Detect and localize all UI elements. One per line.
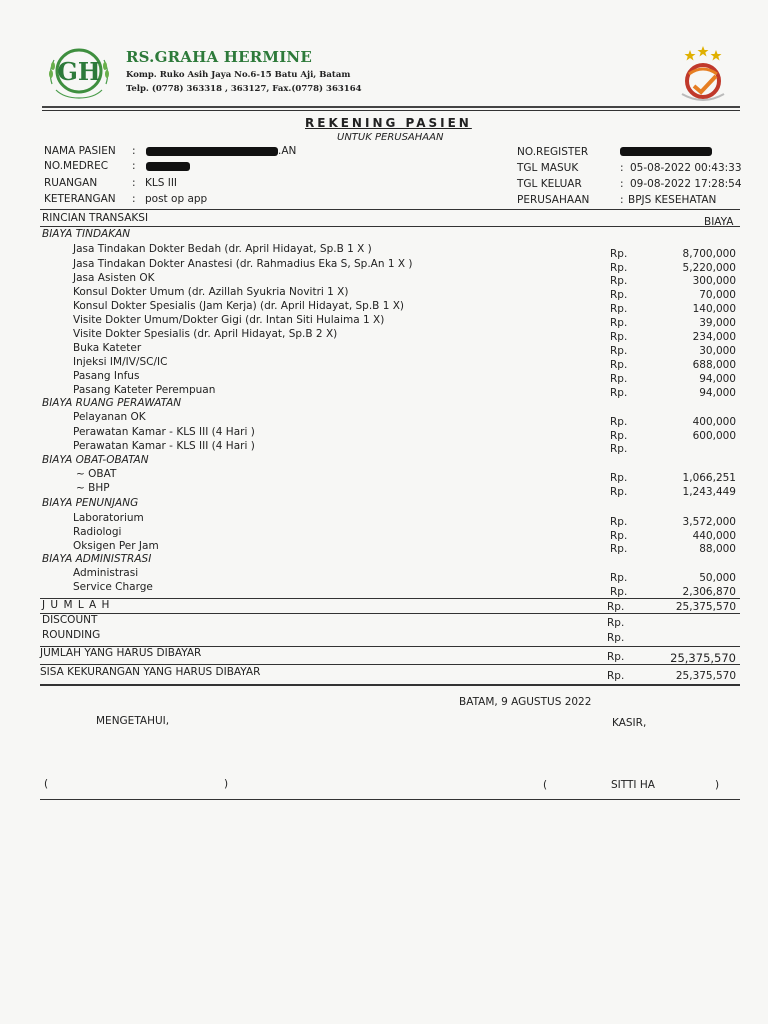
sum-bottom-rule (40, 613, 740, 614)
cashier-label: KASIR, (612, 717, 647, 729)
item-currency: Rp. (610, 430, 628, 442)
item-currency: Rp. (610, 359, 628, 371)
discount-label: DISCOUNT (42, 614, 98, 626)
remaining-label: SISA KEKURANGAN YANG HARUS DIBAYAR (40, 666, 261, 678)
table-header-rule (40, 226, 740, 227)
patient-name-label: NAMA PASIEN (44, 145, 116, 157)
item-currency: Rp. (610, 248, 628, 260)
item-currency: Rp. (610, 586, 628, 598)
room-value: KLS III (145, 177, 178, 189)
item-amount: 1,066,251 (682, 472, 736, 484)
item-label: Perawatan Kamar - KLS III (4 Hari ) (73, 440, 255, 452)
payable-value: 25,375,570 (670, 651, 736, 665)
room-label: RUANGAN (44, 177, 98, 189)
item-currency: Rp. (610, 543, 628, 555)
item-label: Service Charge (73, 581, 153, 593)
item-currency: Rp. (610, 472, 628, 484)
item-currency: Rp. (610, 303, 628, 315)
right-close-paren: ) (715, 779, 720, 791)
item-label: Jasa Tindakan Dokter Anastesi (dr. Rahmadius Eka S, Sp.An 1 X ) (73, 258, 413, 270)
patient-name-colon: : (132, 145, 136, 157)
item-label: Perawatan Kamar - KLS III (4 Hari ) (73, 426, 255, 438)
rounding-currency: Rp. (607, 632, 625, 644)
hospital-name: RS.GRAHA HERMINE (126, 48, 312, 66)
item-currency: Rp. (610, 416, 628, 428)
register-redaction (620, 147, 712, 156)
hospital-address: Komp. Ruko Asih Jaya No.6-15 Batu Aji, Batam (126, 70, 351, 80)
logo-text: GH (57, 57, 101, 86)
item-label: Visite Dokter Spesialis (dr. April Hidayat, Sp.B 2 X) (73, 328, 338, 340)
signature-rule (40, 799, 740, 800)
remaining-currency: Rp. (607, 670, 625, 682)
remaining-bottom-rule (40, 684, 740, 686)
document-title: REKENING PASIEN (305, 116, 472, 130)
item-amount: 2,306,870 (682, 586, 736, 598)
item-label: Administrasi (73, 567, 139, 579)
in-date-value: 05-08-2022 00:43:33 (630, 162, 742, 174)
item-label: Konsul Dokter Umum (dr. Azillah Syukria Novitri 1 X) (73, 286, 349, 298)
item-amount: 1,243,449 (682, 486, 736, 498)
table-top-rule (40, 209, 740, 210)
item-currency: Rp. (610, 516, 628, 528)
medrec-redaction (146, 162, 190, 171)
item-label: Injeksi IM/IV/SC/IC (73, 356, 168, 368)
item-label: Jasa Asisten OK (73, 272, 155, 284)
document-subtitle: UNTUK PERUSAHAAN (337, 132, 444, 143)
note-colon: : (132, 193, 136, 205)
item-amount: 5,220,000 (682, 262, 736, 274)
company-colon: : (620, 194, 624, 206)
item-amount: 30,000 (699, 345, 736, 357)
left-close-paren: ) (224, 778, 229, 790)
item-amount: 440,000 (692, 530, 736, 542)
item-label: ~ BHP (76, 482, 110, 494)
header-rule-thin (42, 110, 740, 111)
item-amount: 8,700,000 (682, 248, 736, 260)
item-label: Pelayanan OK (73, 411, 146, 423)
item-currency: Rp. (610, 387, 628, 399)
section-title: BIAYA RUANG PERAWATAN (42, 397, 182, 409)
section-title: BIAYA PENUNJANG (42, 497, 139, 509)
item-currency: Rp. (610, 373, 628, 385)
item-amount: 3,572,000 (682, 516, 736, 528)
register-label: NO.REGISTER (517, 146, 589, 158)
section-title: BIAYA TINDAKAN (42, 228, 131, 240)
item-amount: 88,000 (699, 543, 736, 555)
item-currency: Rp. (610, 530, 628, 542)
section-title: BIAYA OBAT-OBATAN (42, 454, 149, 466)
company-label: PERUSAHAAN (517, 194, 590, 206)
acknowledged-label: MENGETAHUI, (96, 715, 170, 727)
in-date-colon: : (620, 162, 624, 174)
payable-currency: Rp. (607, 651, 625, 663)
item-currency: Rp. (610, 289, 628, 301)
out-date-value: 09-08-2022 17:28:54 (630, 178, 742, 190)
item-currency: Rp. (610, 486, 628, 498)
item-label: Pasang Kateter Perempuan (73, 384, 216, 396)
item-amount: 140,000 (692, 303, 736, 315)
in-date-label: TGL MASUK (517, 162, 579, 174)
out-date-label: TGL KELUAR (517, 178, 582, 190)
sum-label: J U M L A H (42, 599, 111, 611)
payable-label: JUMLAH YANG HARUS DIBAYAR (40, 647, 202, 659)
item-currency: Rp. (610, 275, 628, 287)
right-open-paren: ( (543, 779, 548, 791)
item-amount: 688,000 (692, 359, 736, 371)
hospital-phone: Telp. (0778) 363318 , 363127, Fax.(0778) 363164 (126, 84, 362, 94)
item-amount: 300,000 (692, 275, 736, 287)
room-colon: : (132, 177, 136, 189)
item-label: Radiologi (73, 526, 122, 538)
sum-currency: Rp. (607, 601, 625, 613)
company-value: BPJS KESEHATAN (628, 194, 717, 206)
cost-header: BIAYA (704, 216, 734, 228)
item-amount: 400,000 (692, 416, 736, 428)
remaining-value: 25,375,570 (675, 670, 736, 682)
patient-name-redaction (146, 147, 278, 156)
accreditation-badge-icon (672, 44, 734, 106)
item-amount: 234,000 (692, 331, 736, 343)
payable-bottom-rule (40, 664, 740, 665)
item-currency: Rp. (610, 345, 628, 357)
section-title: BIAYA ADMINISTRASI (42, 553, 152, 565)
item-amount: 50,000 (699, 572, 736, 584)
item-amount: 94,000 (699, 373, 736, 385)
rounding-label: ROUNDING (42, 629, 101, 641)
item-currency: Rp. (610, 317, 628, 329)
item-label: Buka Kateter (73, 342, 142, 354)
patient-name-suffix: .AN (278, 145, 297, 157)
note-value: post op app (145, 193, 208, 205)
medrec-label: NO.MEDREC (44, 160, 109, 172)
item-label: Pasang Infus (73, 370, 140, 382)
item-amount: 94,000 (699, 387, 736, 399)
discount-currency: Rp. (607, 617, 625, 629)
item-currency: Rp. (610, 262, 628, 274)
item-amount: 70,000 (699, 289, 736, 301)
item-label: Laboratorium (73, 512, 144, 524)
item-amount: 39,000 (699, 317, 736, 329)
item-amount: 600,000 (692, 430, 736, 442)
left-open-paren: ( (44, 778, 49, 790)
item-currency: Rp. (610, 572, 628, 584)
item-label: Konsul Dokter Spesialis (Jam Kerja) (dr. April Hidayat, Sp.B 1 X) (73, 300, 405, 312)
details-header: RINCIAN TRANSAKSI (42, 212, 149, 224)
place-date: BATAM, 9 AGUSTUS 2022 (459, 696, 592, 708)
out-date-colon: : (620, 178, 624, 190)
medrec-colon: : (132, 160, 136, 172)
item-label: Jasa Tindakan Dokter Bedah (dr. April Hidayat, Sp.B 1 X ) (73, 243, 372, 255)
note-label: KETERANGAN (44, 193, 116, 205)
header-rule (42, 106, 740, 108)
item-label: ~ OBAT (76, 468, 117, 480)
item-currency: Rp. (610, 331, 628, 343)
sum-top-rule (40, 598, 740, 599)
item-label: Oksigen Per Jam (73, 540, 159, 552)
hospital-logo-icon (46, 44, 112, 102)
item-currency: Rp. (610, 443, 628, 455)
cashier-name: SITTI HA (611, 779, 655, 791)
sum-value: 25,375,570 (675, 601, 736, 613)
item-label: Visite Dokter Umum/Dokter Gigi (dr. Intan Siti Hulaima 1 X) (73, 314, 385, 326)
